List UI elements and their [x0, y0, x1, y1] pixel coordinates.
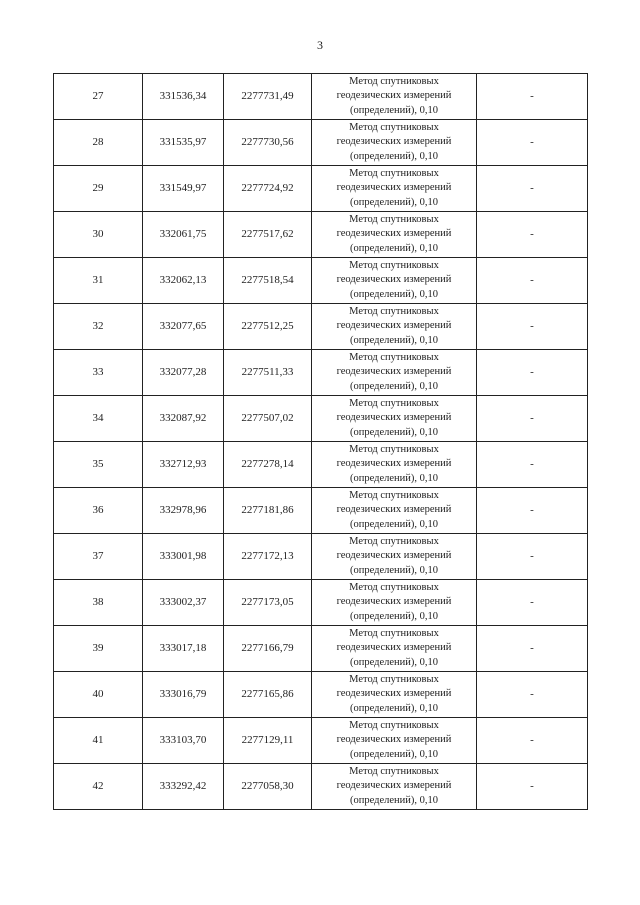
method-line: Метод спутниковых — [349, 121, 439, 133]
y-coordinate-cell: 2277512,25 — [224, 304, 312, 350]
point-number-cell: 27 — [54, 74, 143, 120]
x-coordinate-cell: 331549,97 — [143, 166, 224, 212]
method-line: (определений), 0,10 — [349, 334, 439, 346]
note-cell: - — [477, 350, 588, 396]
method-line: Метод спутниковых — [349, 167, 439, 179]
table-row — [54, 396, 588, 442]
table-row — [54, 534, 588, 580]
method-line: (определений), 0,10 — [349, 656, 439, 668]
method-line: геодезических измерений — [336, 182, 452, 194]
point-number-cell: 28 — [54, 120, 143, 166]
method-cell — [312, 672, 477, 718]
table-row — [54, 304, 588, 350]
y-coordinate-cell: 2277172,13 — [224, 534, 312, 580]
method-line: геодезических измерений — [336, 780, 452, 792]
method-line: геодезических измерений — [336, 228, 452, 240]
page-number: 3 — [317, 38, 323, 52]
x-coordinate-cell: 331535,97 — [143, 120, 224, 166]
point-number-cell: 40 — [54, 672, 143, 718]
note-cell: - — [477, 120, 588, 166]
method-line: геодезических измерений — [336, 550, 452, 562]
method-line: Метод спутниковых — [349, 489, 439, 501]
y-coordinate-cell: 2277058,30 — [224, 764, 312, 810]
method-line: (определений), 0,10 — [349, 472, 439, 484]
y-coordinate-cell: 2277731,49 — [224, 74, 312, 120]
table-row — [54, 166, 588, 212]
method-line: (определений), 0,10 — [349, 610, 439, 622]
y-coordinate-cell: 2277173,05 — [224, 580, 312, 626]
method-cell — [312, 488, 477, 534]
method-cell — [312, 166, 477, 212]
method-line: Метод спутниковых — [349, 75, 439, 87]
method-line: геодезических измерений — [336, 596, 452, 608]
point-number-cell: 29 — [54, 166, 143, 212]
method-line: геодезических измерений — [336, 504, 452, 516]
point-number-cell: 34 — [54, 396, 143, 442]
note-cell: - — [477, 304, 588, 350]
method-cell — [312, 764, 477, 810]
method-line: (определений), 0,10 — [349, 288, 439, 300]
x-coordinate-cell: 332978,96 — [143, 488, 224, 534]
point-number-cell: 39 — [54, 626, 143, 672]
table-row — [54, 350, 588, 396]
x-coordinate-cell: 332062,13 — [143, 258, 224, 304]
point-number-cell: 36 — [54, 488, 143, 534]
table-row — [54, 442, 588, 488]
method-line: геодезических измерений — [336, 412, 452, 424]
x-coordinate-cell: 333002,37 — [143, 580, 224, 626]
note-cell: - — [477, 74, 588, 120]
method-cell — [312, 212, 477, 258]
table-row — [54, 672, 588, 718]
method-line: Метод спутниковых — [349, 765, 439, 777]
method-line: Метод спутниковых — [349, 305, 439, 317]
method-line: (определений), 0,10 — [349, 794, 439, 806]
method-line: геодезических измерений — [336, 136, 452, 148]
method-line: Метод спутниковых — [349, 627, 439, 639]
note-cell: - — [477, 442, 588, 488]
x-coordinate-cell: 331536,34 — [143, 74, 224, 120]
table-row — [54, 120, 588, 166]
method-cell — [312, 718, 477, 764]
table-row — [54, 626, 588, 672]
method-line: геодезических измерений — [336, 642, 452, 654]
note-cell: - — [477, 258, 588, 304]
x-coordinate-cell: 333017,18 — [143, 626, 224, 672]
method-line: геодезических измерений — [336, 458, 452, 470]
method-line: (определений), 0,10 — [349, 564, 439, 576]
method-line: геодезических измерений — [336, 688, 452, 700]
method-cell — [312, 350, 477, 396]
note-cell: - — [477, 672, 588, 718]
method-line: геодезических измерений — [336, 90, 452, 102]
table-row — [54, 212, 588, 258]
x-coordinate-cell: 332712,93 — [143, 442, 224, 488]
y-coordinate-cell: 2277278,14 — [224, 442, 312, 488]
note-cell: - — [477, 166, 588, 212]
note-cell: - — [477, 534, 588, 580]
method-line: геодезических измерений — [336, 274, 452, 286]
note-cell: - — [477, 488, 588, 534]
x-coordinate-cell: 332087,92 — [143, 396, 224, 442]
y-coordinate-cell: 2277166,79 — [224, 626, 312, 672]
y-coordinate-cell: 2277507,02 — [224, 396, 312, 442]
method-line: Метод спутниковых — [349, 443, 439, 455]
x-coordinate-cell: 332061,75 — [143, 212, 224, 258]
table-row — [54, 74, 588, 120]
note-cell: - — [477, 764, 588, 810]
x-coordinate-cell: 333103,70 — [143, 718, 224, 764]
method-line: (определений), 0,10 — [349, 380, 439, 392]
method-line: Метод спутниковых — [349, 397, 439, 409]
method-line: (определений), 0,10 — [349, 748, 439, 760]
point-number-cell: 35 — [54, 442, 143, 488]
note-cell: - — [477, 626, 588, 672]
y-coordinate-cell: 2277511,33 — [224, 350, 312, 396]
method-cell — [312, 120, 477, 166]
point-number-cell: 32 — [54, 304, 143, 350]
note-cell: - — [477, 212, 588, 258]
method-line: (определений), 0,10 — [349, 104, 439, 116]
y-coordinate-cell: 2277518,54 — [224, 258, 312, 304]
method-cell — [312, 442, 477, 488]
method-line: Метод спутниковых — [349, 351, 439, 363]
table-row — [54, 718, 588, 764]
y-coordinate-cell: 2277129,11 — [224, 718, 312, 764]
point-number-cell: 42 — [54, 764, 143, 810]
method-cell — [312, 626, 477, 672]
method-line: геодезических измерений — [336, 366, 452, 378]
y-coordinate-cell: 2277517,62 — [224, 212, 312, 258]
method-cell — [312, 258, 477, 304]
table-row — [54, 488, 588, 534]
y-coordinate-cell: 2277181,86 — [224, 488, 312, 534]
method-line: (определений), 0,10 — [349, 702, 439, 714]
point-number-cell: 37 — [54, 534, 143, 580]
note-cell: - — [477, 396, 588, 442]
point-number-cell: 33 — [54, 350, 143, 396]
method-cell — [312, 534, 477, 580]
method-line: (определений), 0,10 — [349, 150, 439, 162]
method-line: (определений), 0,10 — [349, 196, 439, 208]
coordinates-table — [53, 73, 588, 810]
point-number-cell: 30 — [54, 212, 143, 258]
table-row — [54, 580, 588, 626]
point-number-cell: 41 — [54, 718, 143, 764]
y-coordinate-cell: 2277730,56 — [224, 120, 312, 166]
x-coordinate-cell: 333292,42 — [143, 764, 224, 810]
method-line: Метод спутниковых — [349, 673, 439, 685]
method-line: Метод спутниковых — [349, 535, 439, 547]
x-coordinate-cell: 332077,28 — [143, 350, 224, 396]
method-line: геодезических измерений — [336, 320, 452, 332]
method-line: Метод спутниковых — [349, 213, 439, 225]
x-coordinate-cell: 333001,98 — [143, 534, 224, 580]
method-cell — [312, 304, 477, 350]
method-line: (определений), 0,10 — [349, 242, 439, 254]
x-coordinate-cell: 332077,65 — [143, 304, 224, 350]
method-line: (определений), 0,10 — [349, 518, 439, 530]
method-cell — [312, 580, 477, 626]
method-line: Метод спутниковых — [349, 719, 439, 731]
point-number-cell: 31 — [54, 258, 143, 304]
table-row — [54, 258, 588, 304]
point-number-cell: 38 — [54, 580, 143, 626]
note-cell: - — [477, 718, 588, 764]
method-cell — [312, 74, 477, 120]
method-line: Метод спутниковых — [349, 259, 439, 271]
table-body — [54, 74, 588, 810]
note-cell: - — [477, 580, 588, 626]
y-coordinate-cell: 2277724,92 — [224, 166, 312, 212]
method-line: геодезических измерений — [336, 734, 452, 746]
method-line: (определений), 0,10 — [349, 426, 439, 438]
x-coordinate-cell: 333016,79 — [143, 672, 224, 718]
method-line: Метод спутниковых — [349, 581, 439, 593]
y-coordinate-cell: 2277165,86 — [224, 672, 312, 718]
method-cell — [312, 396, 477, 442]
table-row — [54, 764, 588, 810]
